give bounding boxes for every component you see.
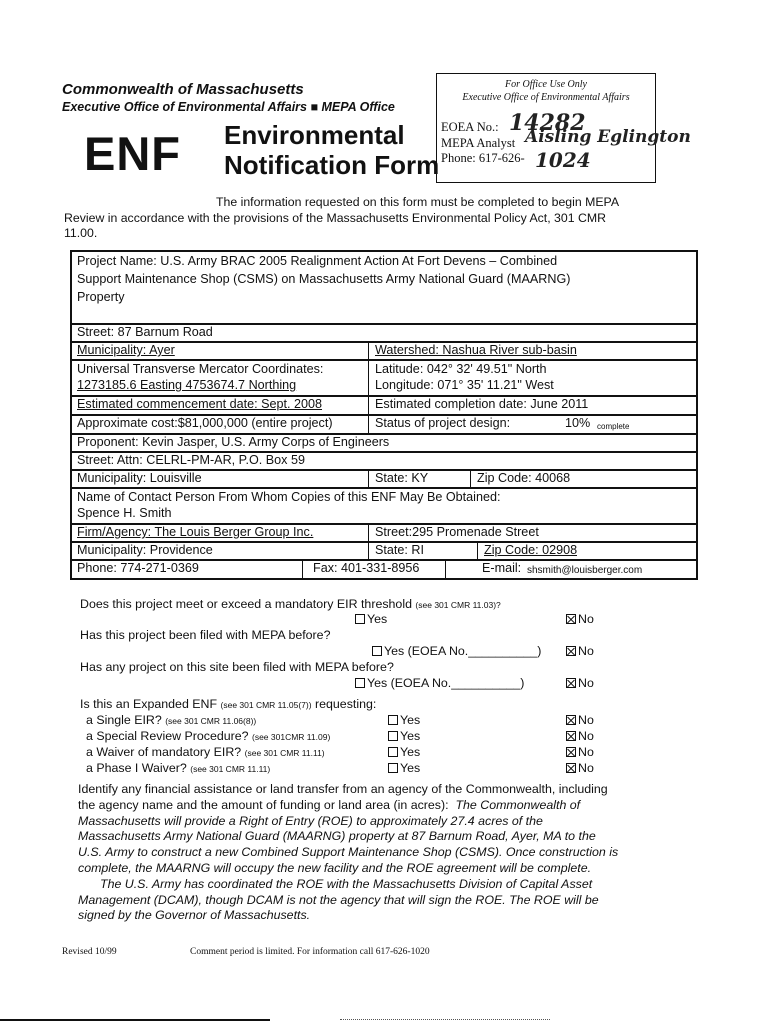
project-watershed: Watershed: Nashua River sub-basin <box>375 343 577 357</box>
phone-extension-handwritten: 1024 <box>535 148 591 172</box>
intro-text <box>64 195 664 242</box>
intro-line2: Review in accordance with the provisions of the Massachusetts Environmental Policy Act, 301 CMR <box>64 210 606 225</box>
question-filed-before: Has this project been filed with MEPA before? <box>80 628 331 642</box>
dates-row <box>72 397 696 416</box>
question-expanded-enf: Is this an Expanded ENF (see 301 CMR 11.05(7)) requesting: <box>80 697 377 711</box>
office-use-agency: Executive Office of Environmental Affairs <box>462 92 630 103</box>
s1-no-checkbox[interactable] <box>566 715 576 725</box>
form-title-line2: Notification Form <box>224 150 440 180</box>
s3-no-option[interactable]: No <box>566 745 594 759</box>
enf-logo-text: ENF <box>84 127 181 180</box>
design-status: Status of project design: <box>375 416 511 430</box>
utm-value: 1273185.6 Easting 4753674.7 Northing <box>77 378 297 392</box>
question-eir-threshold: Does this project meet or exceed a mandatory EIR threshold (see 301 CMR 11.03)? <box>80 597 501 611</box>
project-info-table <box>70 250 698 580</box>
proponent-state: State: KY <box>375 471 429 485</box>
contact-municipality: Municipality: Providence <box>77 543 213 557</box>
coordinates-row <box>72 361 696 397</box>
proponent-row <box>72 435 696 453</box>
cost-row <box>72 416 696 435</box>
utm-label: Universal Transverse Mercator Coordinates: <box>77 362 324 376</box>
q2-no-checkbox[interactable] <box>566 646 576 656</box>
s3-no-checkbox[interactable] <box>566 747 576 757</box>
municipality-row <box>72 343 696 361</box>
q3-yes-option[interactable]: Yes (EOEA No.__________) <box>355 676 524 690</box>
q1-yes-checkbox[interactable] <box>355 614 365 624</box>
sub-single-eir: a Single EIR? (see 301 CMR 11.06(8)) <box>86 713 257 727</box>
identify-line7: The U.S. Army has coordinated the ROE with the Massachusetts Division of Capital Asset <box>100 876 593 891</box>
office-use-heading: For Office Use Only <box>505 79 587 90</box>
s4-yes-checkbox[interactable] <box>388 763 398 773</box>
proponent-street-row <box>72 453 696 471</box>
s4-no-option[interactable]: No <box>566 761 594 775</box>
sub-special-review: a Special Review Procedure? (see 301CMR 11.09) <box>86 729 331 743</box>
proponent-street: Street: Attn: CELRL-PM-AR, P.O. Box 59 <box>77 453 305 467</box>
contact-state: State: RI <box>375 543 424 557</box>
contact-name: Spence H. Smith <box>77 506 172 520</box>
financial-assistance-paragraph <box>78 782 668 924</box>
contact-email-label: E-mail: <box>482 561 522 575</box>
comment-period-note: Comment period is limited. For information call 617-626-1020 <box>190 947 430 957</box>
project-name-row <box>72 252 696 325</box>
executive-office-heading: Executive Office of Environmental Affairs ■ MEPA Office <box>62 100 395 114</box>
contact-street: Street:295 Promenade Street <box>375 525 539 539</box>
phone-label: Phone: 617-626- <box>441 151 525 165</box>
proponent-municipality: Municipality: Louisville <box>77 471 202 485</box>
design-complete: complete <box>597 422 630 431</box>
identify-line4: Massachusetts Army National Guard (MAARNG) property at 87 Barnum Road, Ayer, MA to the <box>78 829 596 844</box>
mepa-analyst-handwritten: Aisling Eglington <box>525 127 691 147</box>
question-site-filed: Has any project on this site been filed with MEPA before? <box>80 660 394 674</box>
project-name-line2: Support Maintenance Shop (CSMS) on Massachusetts Army National Guard (MAARNG) <box>77 272 571 286</box>
q1-no-checkbox[interactable] <box>566 614 576 624</box>
s2-no-option[interactable]: No <box>566 729 594 743</box>
s3-yes-checkbox[interactable] <box>388 747 398 757</box>
contact-email: shsmith@louisberger.com <box>527 565 643 576</box>
commonwealth-heading: Commonwealth of Massachusetts <box>62 81 304 98</box>
contact-firm: Firm/Agency: The Louis Berger Group Inc. <box>77 525 314 539</box>
completion-date: Estimated completion date: June 2011 <box>375 397 589 411</box>
s2-yes-checkbox[interactable] <box>388 731 398 741</box>
sub-phase-waiver: a Phase I Waiver? (see 301 CMR 11.11) <box>86 761 271 775</box>
identify-line9: signed by the Governor of Massachusetts. <box>78 908 311 923</box>
project-name-line3: Property <box>77 290 125 304</box>
mepa-analyst-label: MEPA Analyst <box>441 136 516 150</box>
identify-line3: Massachusetts will provide a Right of Entry (ROE) to approximately 27.4 acres of the <box>78 813 543 828</box>
s2-no-checkbox[interactable] <box>566 731 576 741</box>
bottom-rule-faint <box>340 1019 550 1021</box>
office-use-box <box>436 73 691 183</box>
identify-line1: Identify any financial assistance or land transfer from an agency of the Commonwealth, including <box>78 782 608 796</box>
contact-person-row <box>72 489 696 525</box>
proponent-municipality-row <box>72 471 696 489</box>
street-row <box>72 325 696 343</box>
project-street: Street: 87 Barnum Road <box>77 325 213 339</box>
intro-line1: The information requested on this form must be completed to begin MEPA <box>216 195 620 209</box>
intro-line3: 11.00. <box>64 226 98 240</box>
proponent-zip: Zip Code: 40068 <box>477 471 571 485</box>
contact-municipality-row <box>72 543 696 561</box>
s4-no-checkbox[interactable] <box>566 763 576 773</box>
q3-yes-checkbox[interactable] <box>355 678 365 688</box>
s1-yes-option[interactable]: Yes <box>388 713 420 727</box>
project-name-line1: Project Name: U.S. Army BRAC 2005 Realignment Action At Fort Devens – Combined <box>77 254 558 268</box>
s4-yes-option[interactable]: Yes <box>388 761 420 775</box>
q1-no-option[interactable]: No <box>566 612 594 626</box>
contact-label: Name of Contact Person From Whom Copies of this ENF May Be Obtained: <box>77 490 501 504</box>
identify-line2: the agency name and the amount of funding or land area (in acres): The Commonwealth of <box>78 797 581 812</box>
s2-yes-option[interactable]: Yes <box>388 729 420 743</box>
firm-row <box>72 525 696 543</box>
sub-waiver-eir: a Waiver of mandatory EIR? (see 301 CMR 11.11) <box>86 745 325 759</box>
identify-line5: U.S. Army to construct a new Combined Support Maintenance Shop (CSMS). Once construction is <box>78 845 619 860</box>
form-title-line1: Environmental <box>224 120 405 150</box>
eoea-number-label: EOEA No.: <box>441 120 499 134</box>
s1-yes-checkbox[interactable] <box>388 715 398 725</box>
commencement-date: Estimated commencement date: Sept. 2008 <box>77 397 323 411</box>
contact-fax: Fax: 401-331-8956 <box>313 561 420 575</box>
contact-phone: Phone: 774-271-0369 <box>77 561 199 575</box>
approximate-cost: Approximate cost:$81,000,000 (entire project) <box>77 416 333 430</box>
eoea-number-handwritten: 14282 <box>509 110 586 136</box>
identify-line6: complete, the MAARNG will occupy the new facility and the ROE agreement will be complete. <box>78 860 592 875</box>
s3-yes-option[interactable]: Yes <box>388 745 420 759</box>
revised-date: Revised 10/99 <box>62 947 117 957</box>
latitude: Latitude: 042° 32' 49.51" North <box>375 362 547 376</box>
q3-no-option[interactable]: No <box>566 676 594 690</box>
s1-no-option[interactable]: No <box>566 713 594 727</box>
q1-yes-option[interactable]: Yes <box>355 612 387 626</box>
q3-no-checkbox[interactable] <box>566 678 576 688</box>
longitude: Longitude: 071° 35' 11.21" West <box>375 378 554 392</box>
contact-zip: Zip Code: 02908 <box>484 543 578 557</box>
proponent-name: Proponent: Kevin Jasper, U.S. Army Corps of Engineers <box>77 435 390 449</box>
bottom-rule-left <box>0 1019 270 1021</box>
identify-line8: Management (DCAM), though DCAM is not the agency that will sign the ROE. The ROE will be <box>78 892 599 907</box>
q2-no-option[interactable]: No <box>566 644 594 658</box>
project-municipality: Municipality: Ayer <box>77 343 175 357</box>
phone-row <box>72 561 696 580</box>
q2-yes-checkbox[interactable] <box>372 646 382 656</box>
q2-yes-option[interactable]: Yes (EOEA No.__________) <box>372 644 541 658</box>
design-percent: 10% <box>565 416 591 430</box>
